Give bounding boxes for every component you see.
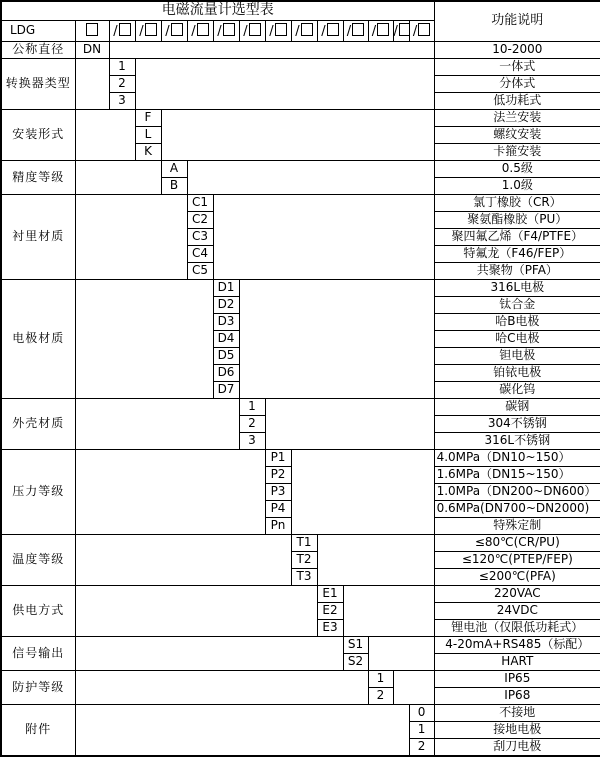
code-cell: C3: [187, 229, 213, 246]
code-cell: S2: [343, 654, 368, 671]
function-cell: ≤200℃(PFA): [434, 569, 600, 586]
group-label-accuracy-class: 精度等级: [1, 161, 75, 195]
group-label-electrode-material: 电极材质: [1, 280, 75, 399]
table-row: [1, 399, 600, 416]
table-row: [1, 42, 600, 59]
function-cell: 碳钢: [434, 399, 600, 416]
spacer-cell: [75, 450, 265, 535]
function-cell: 聚氨酯橡胶（PU）: [434, 212, 600, 229]
table-row: [1, 59, 600, 76]
code-box-icon: [86, 23, 98, 36]
spacer-cell: [161, 110, 434, 161]
table-row: [1, 586, 600, 603]
table-row: [1, 671, 600, 688]
code-box-icon: [327, 23, 339, 36]
code-cell: P4: [265, 501, 291, 518]
function-cell: 316L不锈钢: [434, 433, 600, 450]
code-cell: K: [135, 144, 161, 161]
code-box-cell: /: [393, 21, 409, 42]
code-box-cell: /: [317, 21, 343, 42]
code-cell: 2: [239, 416, 265, 433]
function-cell: ≤80℃(CR/PU): [434, 535, 600, 552]
code-cell: 3: [239, 433, 265, 450]
code-box-icon: [171, 23, 183, 36]
code-cell: T2: [291, 552, 317, 569]
code-box-cell: /: [187, 21, 213, 42]
code-cell: P1: [265, 450, 291, 467]
function-cell: 1.0MPa（DN200~DN600）: [434, 484, 600, 501]
function-cell: 共聚物（PFA）: [434, 263, 600, 280]
code-cell: DN: [75, 42, 109, 59]
code-cell: 1: [239, 399, 265, 416]
function-cell: 哈C电极: [434, 331, 600, 348]
code-cell: C1: [187, 195, 213, 212]
function-cell: 螺纹安装: [434, 127, 600, 144]
group-label-housing-material: 外壳材质: [1, 399, 75, 450]
code-cell: C5: [187, 263, 213, 280]
code-box-icon: [197, 23, 209, 36]
group-label-converter-type: 转换器类型: [1, 59, 75, 110]
spacer-cell: [265, 399, 434, 450]
code-box-cell: /: [409, 21, 434, 42]
function-cell: 316L电极: [434, 280, 600, 297]
code-cell: D2: [213, 297, 239, 314]
code-cell: E2: [317, 603, 343, 620]
code-box-cell: /: [109, 21, 135, 42]
code-cell: D3: [213, 314, 239, 331]
function-cell: 低功耗式: [434, 93, 600, 110]
function-cell: 钛合金: [434, 297, 600, 314]
spacer-cell: [75, 705, 409, 757]
spacer-cell: [291, 450, 434, 535]
function-cell: 4.0MPa（DN10~150）: [434, 450, 600, 467]
code-box-icon: [377, 23, 389, 36]
spacer-cell: [393, 671, 434, 705]
code-cell: L: [135, 127, 161, 144]
code-box-cell: /: [291, 21, 317, 42]
code-cell: S1: [343, 637, 368, 654]
spacer-cell: [75, 535, 291, 586]
table-row: [1, 1, 600, 21]
function-cell: 聚四氟乙烯（F4/PTFE）: [434, 229, 600, 246]
function-cell: 碳化钨: [434, 382, 600, 399]
code-cell: 0: [409, 705, 434, 722]
group-label-signal-output: 信号输出: [1, 637, 75, 671]
code-box-cell: /: [265, 21, 291, 42]
function-cell: 铂铱电极: [434, 365, 600, 382]
spacer-cell: [109, 42, 434, 59]
spacer-cell: [75, 671, 368, 705]
code-cell: 2: [409, 739, 434, 757]
code-cell: 1: [109, 59, 135, 76]
spacer-cell: [75, 637, 343, 671]
spacer-cell: [213, 195, 434, 280]
function-cell: 不接地: [434, 705, 600, 722]
code-cell: P3: [265, 484, 291, 501]
group-label-protection-rating: 防护等级: [1, 671, 75, 705]
function-cell: 刮刀电极: [434, 739, 600, 757]
code-box-icon: [145, 23, 157, 36]
function-cell: 法兰安装: [434, 110, 600, 127]
spacer-cell: [135, 59, 434, 110]
code-cell: E1: [317, 586, 343, 603]
code-cell: D4: [213, 331, 239, 348]
code-box-cell: /: [368, 21, 393, 42]
table-row: [1, 195, 600, 212]
function-cell: 分体式: [434, 76, 600, 93]
function-cell: 哈B电极: [434, 314, 600, 331]
code-box-icon: [119, 23, 131, 36]
table-row: [1, 450, 600, 467]
spacer-cell: [75, 59, 109, 110]
group-label-accessories: 附件: [1, 705, 75, 757]
function-cell: IP65: [434, 671, 600, 688]
spacer-cell: [187, 161, 434, 195]
code-cell: E3: [317, 620, 343, 637]
function-cell: 1.6MPa（DN15~150）: [434, 467, 600, 484]
function-cell: 特氟龙（F46/FEP）: [434, 246, 600, 263]
code-cell: P2: [265, 467, 291, 484]
function-cell: 24VDC: [434, 603, 600, 620]
code-box-icon: [223, 23, 235, 36]
spacer-cell: [75, 280, 213, 399]
function-cell: ≤120℃(PTEP/FEP): [434, 552, 600, 569]
code-cell: 1: [368, 671, 393, 688]
code-cell: 2: [368, 688, 393, 705]
spacer-cell: [317, 535, 434, 586]
code-box-cell: /: [213, 21, 239, 42]
function-cell: 4-20mA+RS485（标配）: [434, 637, 600, 654]
code-box-icon: [352, 23, 364, 36]
code-cell: Pn: [265, 518, 291, 535]
code-cell: C4: [187, 246, 213, 263]
table-row: [1, 161, 600, 178]
table-row: [1, 637, 600, 654]
page-title: 电磁流量计选型表: [1, 1, 434, 21]
code-cell: 1: [409, 722, 434, 739]
code-cell: D5: [213, 348, 239, 365]
code-box-cell: [75, 21, 109, 42]
function-cell: 卡箍安装: [434, 144, 600, 161]
code-cell: D1: [213, 280, 239, 297]
code-cell: F: [135, 110, 161, 127]
group-label-nominal-diameter: 公称直径: [1, 42, 75, 59]
function-column-header: 功能说明: [434, 1, 600, 42]
group-label-liner-material: 衬里材质: [1, 195, 75, 280]
code-cell: 2: [109, 76, 135, 93]
spacer-cell: [368, 637, 434, 671]
function-cell: HART: [434, 654, 600, 671]
function-cell: 特殊定制: [434, 518, 600, 535]
table-row: [1, 110, 600, 127]
function-cell: 锂电池（仅限低功耗式）: [434, 620, 600, 637]
spacer-cell: [343, 586, 434, 637]
function-cell: 钽电极: [434, 348, 600, 365]
code-box-cell: /: [135, 21, 161, 42]
code-cell: D7: [213, 382, 239, 399]
code-box-icon: [249, 23, 261, 36]
function-cell: 220VAC: [434, 586, 600, 603]
group-label-installation-type: 安装形式: [1, 110, 75, 161]
group-label-pressure-rating: 压力等级: [1, 450, 75, 535]
model-prefix-label: LDG: [1, 21, 75, 42]
code-cell: T3: [291, 569, 317, 586]
code-box-icon: [399, 23, 409, 36]
spacer-cell: [75, 195, 187, 280]
function-cell: IP68: [434, 688, 600, 705]
table-row: [1, 705, 600, 722]
group-label-power-supply: 供电方式: [1, 586, 75, 637]
code-cell: 3: [109, 93, 135, 110]
function-cell: 10-2000: [434, 42, 600, 59]
group-label-temperature-rating: 温度等级: [1, 535, 75, 586]
function-cell: 0.6MPa(DN700~DN2000): [434, 501, 600, 518]
function-cell: 氯丁橡胶（CR）: [434, 195, 600, 212]
spacer-cell: [75, 110, 135, 161]
code-box-cell: /: [239, 21, 265, 42]
code-cell: B: [161, 178, 187, 195]
table-row: [1, 535, 600, 552]
code-box-cell: /: [161, 21, 187, 42]
code-box-icon: [301, 23, 313, 36]
code-cell: A: [161, 161, 187, 178]
code-cell: D6: [213, 365, 239, 382]
table-row: [1, 280, 600, 297]
code-box-cell: /: [343, 21, 368, 42]
function-cell: 一体式: [434, 59, 600, 76]
function-cell: 接地电极: [434, 722, 600, 739]
function-cell: 0.5级: [434, 161, 600, 178]
spacer-cell: [75, 586, 317, 637]
spacer-cell: [75, 161, 161, 195]
code-box-icon: [418, 23, 430, 36]
function-cell: 1.0级: [434, 178, 600, 195]
function-cell: 304不锈钢: [434, 416, 600, 433]
code-box-icon: [275, 23, 287, 36]
code-cell: T1: [291, 535, 317, 552]
code-cell: C2: [187, 212, 213, 229]
spacer-cell: [239, 280, 434, 399]
spacer-cell: [75, 399, 239, 450]
